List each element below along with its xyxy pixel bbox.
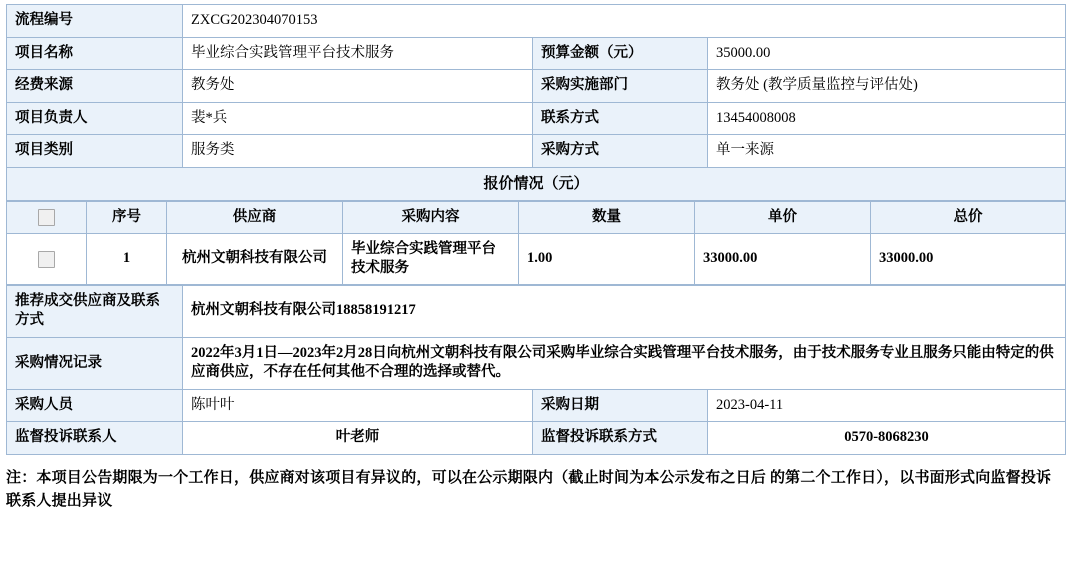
process-no-value: ZXCG202304070153 — [183, 5, 1066, 38]
table-row — [7, 389, 1066, 422]
row-content: 毕业综合实践管理平台技术服务 — [343, 233, 519, 284]
row-checkbox-cell — [7, 233, 87, 284]
buyer-label: 采购人员 — [7, 389, 183, 422]
quote-header-supplier: 供应商 — [167, 202, 343, 234]
quote-table-wrapper — [6, 201, 1065, 285]
supervisor-contact-value: 0570-8068230 — [708, 422, 1066, 455]
quote-header-total-price: 总价 — [871, 202, 1066, 234]
recommend-label: 推荐成交供应商及联系方式 — [7, 285, 183, 337]
quote-header-checkbox — [7, 202, 87, 234]
supervisor-value: 叶老师 — [183, 422, 533, 455]
date-label: 采购日期 — [533, 389, 708, 422]
budget-label: 预算金额（元） — [533, 37, 708, 70]
row-unit-price: 33000.00 — [695, 233, 871, 284]
method-value: 单一来源 — [708, 135, 1066, 168]
table-row — [7, 167, 1066, 200]
purchase-info-table — [6, 4, 1066, 201]
quote-section-title: 报价情况（元） — [7, 167, 1066, 200]
row-supplier: 杭州文朝科技有限公司 — [167, 233, 343, 284]
table-row — [7, 285, 1066, 337]
summary-table — [6, 285, 1066, 455]
budget-value: 35000.00 — [708, 37, 1066, 70]
buyer-value: 陈叶叶 — [183, 389, 533, 422]
table-row — [7, 337, 1066, 389]
project-name-label: 项目名称 — [7, 37, 183, 70]
table-row — [7, 135, 1066, 168]
quote-table — [6, 201, 1066, 285]
row-checkbox-icon[interactable] — [38, 251, 55, 268]
owner-label: 项目负责人 — [7, 102, 183, 135]
table-row — [7, 5, 1066, 38]
table-row — [7, 102, 1066, 135]
purchase-dept-value: 教务处 (教学质量监控与评估处) — [708, 70, 1066, 103]
purchase-dept-label: 采购实施部门 — [533, 70, 708, 103]
process-no-label: 流程编号 — [7, 5, 183, 38]
row-qty: 1.00 — [519, 233, 695, 284]
quote-header-content: 采购内容 — [343, 202, 519, 234]
category-value: 服务类 — [183, 135, 533, 168]
row-total-price: 33000.00 — [871, 233, 1066, 284]
owner-value: 裴*兵 — [183, 102, 533, 135]
recommend-value: 杭州文朝科技有限公司18858191217 — [183, 285, 1066, 337]
select-all-checkbox-icon[interactable] — [38, 209, 55, 226]
funding-source-label: 经费来源 — [7, 70, 183, 103]
date-value: 2023-04-11 — [708, 389, 1066, 422]
method-label: 采购方式 — [533, 135, 708, 168]
row-index: 1 — [87, 233, 167, 284]
funding-source-value: 教务处 — [183, 70, 533, 103]
record-value: 2022年3月1日—2023年2月28日向杭州文朝科技有限公司采购毕业综合实践管理平台技术服务，由于技术服务专业且服务只能由特定的供应商供应，不存在任何其他不合理的选择或替代。 — [183, 337, 1066, 389]
table-row — [7, 70, 1066, 103]
contact-value: 13454008008 — [708, 102, 1066, 135]
table-row — [7, 37, 1066, 70]
table-row — [7, 233, 1066, 284]
category-label: 项目类别 — [7, 135, 183, 168]
table-row — [7, 422, 1066, 455]
quote-header-unit-price: 单价 — [695, 202, 871, 234]
supervisor-label: 监督投诉联系人 — [7, 422, 183, 455]
supervisor-contact-label: 监督投诉联系方式 — [533, 422, 708, 455]
project-name-value: 毕业综合实践管理平台技术服务 — [183, 37, 533, 70]
quote-header-index: 序号 — [87, 202, 167, 234]
quote-header-row — [7, 202, 1066, 234]
quote-header-qty: 数量 — [519, 202, 695, 234]
record-label: 采购情况记录 — [7, 337, 183, 389]
footer-note: 注：本项目公告期限为一个工作日，供应商对该项目有异议的，可以在公示期限内（截止时间为本公示发布之日后 的第二个工作日），以书面形式向监督投诉联系人提出异议 — [6, 469, 1052, 510]
contact-label: 联系方式 — [533, 102, 708, 135]
